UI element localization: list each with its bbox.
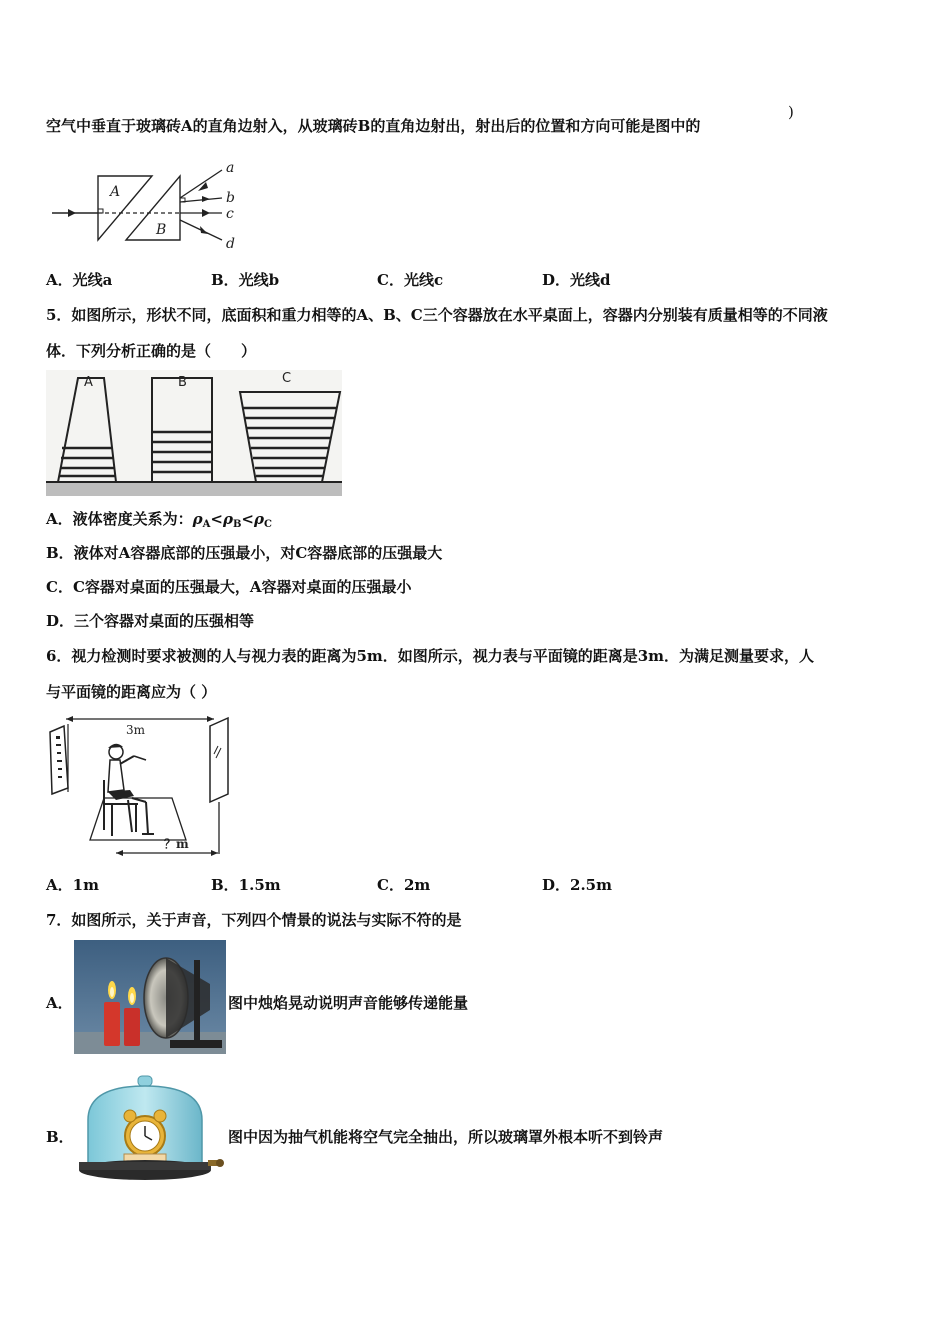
q6-option-b[interactable]: B．1.5m bbox=[211, 876, 281, 894]
ray-d-label: d bbox=[226, 236, 235, 252]
q4-prism-figure bbox=[46, 158, 246, 254]
ray-b-label: b bbox=[226, 190, 235, 206]
rho-symbol: ρ bbox=[222, 510, 233, 528]
q4-option-d[interactable]: D．光线d bbox=[542, 271, 611, 289]
distance-3m-label: 3m bbox=[126, 723, 146, 737]
q5-option-c[interactable]: C．C容器对桌面的压强最大，A容器对桌面的压强最小 bbox=[46, 578, 412, 596]
q4-stem: 空气中垂直于玻璃砖A的直角边射入，从玻璃砖B的直角边射出，射出后的位置和方向可能是图中的 bbox=[46, 117, 701, 135]
rho-symbol: ρ bbox=[192, 510, 203, 528]
q7-option-a-text: 图中烛焰晃动说明声音能够传递能量 bbox=[228, 994, 469, 1012]
q7-option-b-letter[interactable]: B． bbox=[46, 1128, 74, 1146]
ray-a-label: a bbox=[226, 160, 235, 176]
candle-speaker-photo bbox=[74, 940, 226, 1054]
container-c-label: C bbox=[282, 371, 292, 386]
q4-paren: ) bbox=[788, 103, 794, 121]
q6-eye-test-figure bbox=[46, 712, 236, 860]
container-b-label: B bbox=[178, 375, 187, 390]
less-than-symbol: < bbox=[241, 510, 254, 528]
q5-option-d[interactable]: D．三个容器对桌面的压强相等 bbox=[46, 612, 255, 630]
q5-stem-line1: 5．如图所示，形状不同，底面积和重力相等的A、B、C三个容器放在水平桌面上，容器内分别装有质量相等的不同液 bbox=[46, 306, 828, 324]
container-a-label: A bbox=[84, 375, 93, 390]
bell-jar-photo bbox=[76, 1074, 226, 1188]
q6-option-a[interactable]: A．1m bbox=[46, 876, 99, 894]
q4-option-a[interactable]: A．光线a bbox=[46, 271, 113, 289]
q5-option-a[interactable] bbox=[46, 509, 272, 535]
q5-option-a-prefix: A．液体密度关系为： bbox=[46, 510, 193, 528]
q5-stem-line2: 体．下列分析正确的是（ ） bbox=[46, 342, 257, 360]
ray-c-label: c bbox=[226, 206, 234, 222]
prism-a-label: A bbox=[110, 184, 121, 200]
distance-unknown-label: ？m bbox=[164, 837, 189, 851]
rho-sub-a: A bbox=[202, 519, 211, 530]
q6-stem-line1: 6．视力检测时要求被测的人与视力表的距离为5m．如图所示，视力表与平面镜的距离是3m．为满足测量要求，人 bbox=[46, 647, 815, 665]
q6-option-c[interactable]: C．2m bbox=[377, 876, 431, 894]
q7-option-a-letter[interactable]: A． bbox=[46, 994, 73, 1012]
q4-option-c[interactable]: C．光线c bbox=[377, 271, 444, 289]
q5-containers-figure bbox=[46, 370, 342, 496]
q7-option-b-text: 图中因为抽气机能将空气完全抽出，所以玻璃罩外根本听不到铃声 bbox=[228, 1128, 664, 1146]
rho-symbol: ρ bbox=[253, 510, 264, 528]
q4-option-b[interactable]: B．光线b bbox=[211, 271, 280, 289]
rho-sub-b: B bbox=[232, 519, 242, 530]
q7-stem: 7．如图所示，关于声音，下列四个情景的说法与实际不符的是 bbox=[46, 911, 462, 929]
q6-stem-line2: 与平面镜的距离应为（ ） bbox=[46, 683, 217, 701]
prism-b-label: B bbox=[156, 222, 167, 238]
less-than-symbol: < bbox=[210, 510, 223, 528]
q6-option-d[interactable]: D．2.5m bbox=[542, 876, 612, 894]
rho-sub-c: C bbox=[263, 519, 272, 530]
q5-option-b[interactable]: B．液体对A容器底部的压强最小，对C容器底部的压强最大 bbox=[46, 544, 443, 562]
